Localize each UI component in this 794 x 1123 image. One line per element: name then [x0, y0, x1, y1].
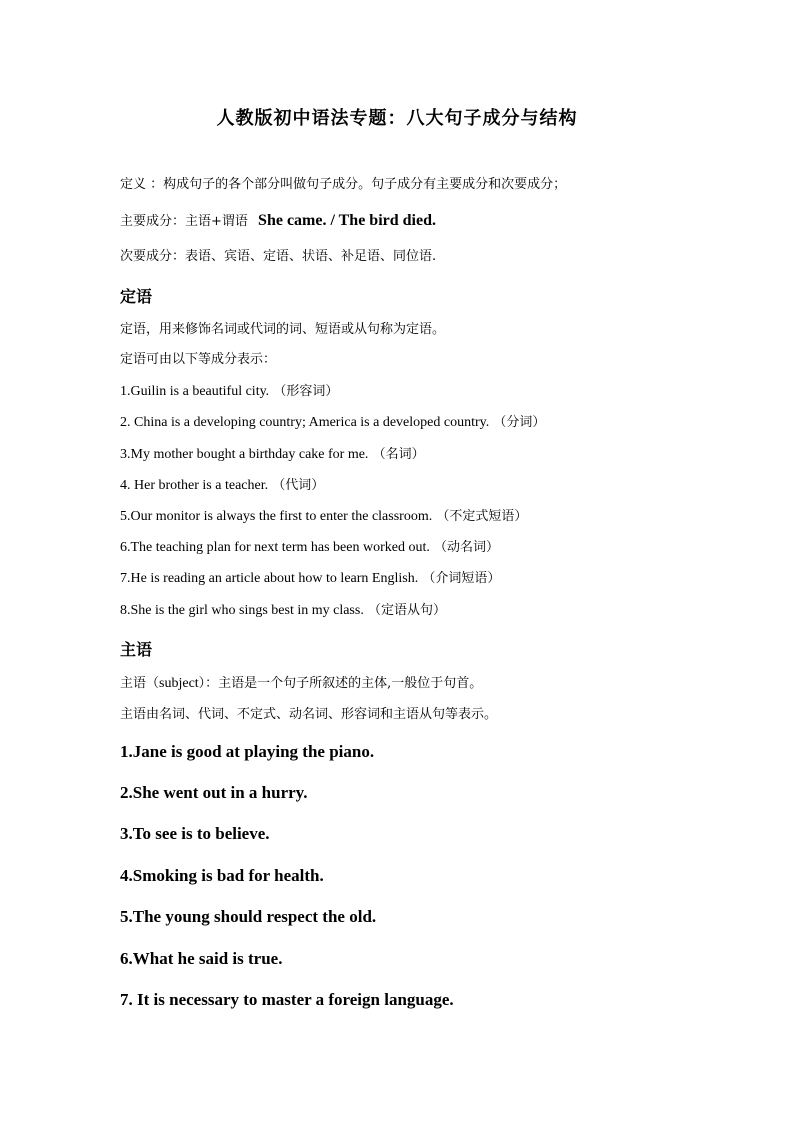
- attributive-example: 5.Our monitor is always the first to enter the classroom. （不定式短语）: [120, 509, 528, 524]
- subject-example: 1.Jane is good at playing the piano.: [120, 742, 375, 761]
- subject-example: 4.Smoking is bad for health.: [120, 866, 324, 885]
- attributive-example: 3.My mother bought a birthday cake for me. （名词）: [120, 447, 425, 462]
- subject-example: 6.What he said is true.: [120, 949, 283, 968]
- main-components-example: She came. / The bird died.: [258, 212, 436, 229]
- attributive-example: 1.Guilin is a beautiful city. （形容词）: [120, 384, 339, 399]
- subject-example: 5.The young should respect the old.: [120, 907, 377, 926]
- subject-example: 7. It is necessary to master a foreign language.: [120, 990, 454, 1009]
- subject-example: 3.To see is to believe.: [120, 824, 270, 843]
- main-components-line: [120, 211, 436, 232]
- attributive-intro-2: 定语可由以下等成分表示：: [120, 352, 277, 367]
- attributive-example: 7.He is reading an article about how to learn English. （介词短语）: [120, 571, 501, 586]
- definition-line: 定义 ：构成句子的各个部分叫做句子成分。句子成分有主要成分和次要成分；: [120, 177, 567, 192]
- attributive-heading: 定语: [120, 287, 153, 306]
- attributive-example: 6.The teaching plan for next term has been worked out. （动名词）: [120, 540, 499, 555]
- attributive-example: 8.She is the girl who sings best in my class. （定语从句）: [120, 603, 446, 618]
- subject-example: 2.She went out in a hurry.: [120, 783, 308, 802]
- attributive-example: 4. Her brother is a teacher. （代词）: [120, 478, 325, 493]
- subject-intro-1: 主语（subject）：主语是一个句子所叙述的主体,一般位于句首。: [120, 676, 483, 691]
- attributive-intro-1: 定语，用来修饰名词或代词的词、短语或从句称为定语。: [120, 322, 446, 337]
- subject-heading: 主语: [120, 640, 153, 659]
- secondary-components-line: 次要成分：表语、宾语、定语、状语、补足语、同位语.: [120, 249, 437, 264]
- attributive-example: 2. China is a developing country; America is a developed country. （分词）: [120, 415, 546, 430]
- main-components-label: 主要成分：主语+谓语: [120, 214, 248, 229]
- page-title: 人教版初中语法专题：八大句子成分与结构: [216, 108, 578, 129]
- subject-intro-2: 主语由名词、代词、不定式、动名词、形容词和主语从句等表示。: [120, 707, 498, 722]
